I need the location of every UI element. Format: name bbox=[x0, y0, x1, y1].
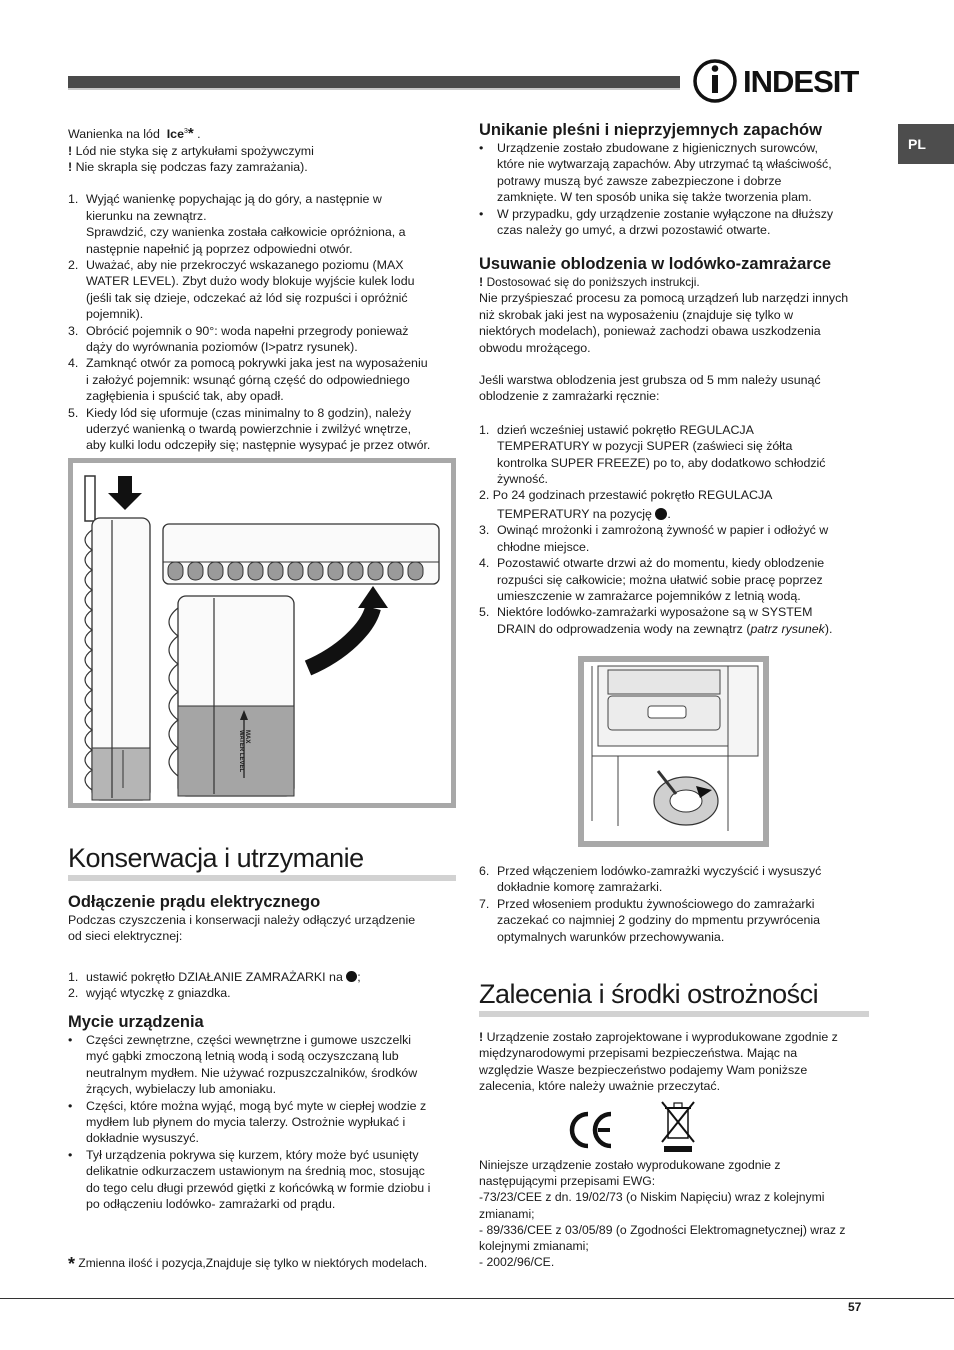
list-item: • Części zewnętrzne, części wewnętrzne i gumowe uszczelki myć gąbki zmoczoną letnią wodą i sodą oczyszczaną lub neutralnym mydłem. Nie używać rozpuszczalników, środków żrących, wybielaczy lub amoniaku. bbox=[68, 1033, 418, 1097]
subsection-title: Usuwanie oblodzenia w lodówko-zamrażarce bbox=[479, 255, 832, 273]
list-item: 3. Owinąć mrożonki i zamrożoną żywność w papier i odłożyć w chłodne miejsce. bbox=[479, 523, 829, 554]
subsection-title: Unikanie pleśni i nieprzyjemnych zapachów bbox=[479, 121, 822, 139]
regulations-text: Niniejsze urządzenie zostało wyprodukowane zgodnie z następującymi przepisami EWG: -73/23/CEE z dn. 19/02/73 (o Niskim Napięciu) wraz z kolejnymi zmianami; - 89/336/CEE z 03/05/89 (o Zgodności Elektromagnetycznej) wraz z kolejnymi zmianami; - 2002/96/CE. bbox=[479, 1158, 846, 1270]
list-item: 3. Obrócić pojemnik o 90°: woda napełni przegrody ponieważ dąży do wyrównania poziomów (I>patrz rysunek). bbox=[68, 323, 409, 354]
mould-list bbox=[479, 140, 874, 238]
disconnect-section: Odłączenie prądu elektrycznego Podczas czyszczenia i konserwacji należy odłączyć urządzenie od sieci elektrycznej: 1. ustawić pokrętło DZIAŁANIE ZAMRAŻARKI na ; 2. wyjąć wtyczkę z gniazdka. bbox=[68, 892, 460, 1002]
ice-tray-section bbox=[68, 124, 460, 454]
max-label: MAX bbox=[244, 730, 250, 744]
list-item: • Tył urządzenia pokrywa się kurzem, który może być usunięty delikatnie odkurzaczem ustawionym na średnią moc, stosując do tego celu długi przewód giętki z końcówką w formie dziobu i po odłączeniu lodówko- zamrażarki od prądu. bbox=[68, 1147, 431, 1212]
drain-figure bbox=[578, 656, 769, 847]
footer-rule bbox=[0, 1298, 954, 1299]
section-title: Zalecenia i środki ostrożności bbox=[479, 979, 819, 1009]
defrost-section: Usuwanie oblodzenia w lodówko-zamrażarce ! Dostosować się do poniższych instrukcji. Nie przyśpieszać procesu za pomocą urządzeń lub narzędzi innych niż skrobak jaki jest na wyposażeniu (znajduje się tylko w niektórych modelach), ponieważ zachodzi obawa uszkodzenia obwodu mrożącego. Jeśli warstwa oblodzenia jest grubsza od 5 mm należy usunąć oblodzenie z zamrażarki ręcznie: 1. dzień wcześniej ustawić pokrętło REGULACJA TEMPERATURY w pozycji SUPER (zaświeci się żółta kontrolka SUPER FREEZE) po to, aby dodatkowo schłodzić żywność. 2. Po 24 godzinach przestawić pokrętło REGULACJA TEMPERATURY na pozycję . 3. Owinąć mrożonki i zamrożoną żywność w papier i odłożyć w chłodne miejsce. 4. Pozostawić otwarte drzwi aż do momentu, kiedy oblodzenie rozpuści się całkowicie; można ułatwić sobie pracę poprzez umieszczenie w zamrażarce pojemników z letnią wodą. 5. Niektóre lodówko-zamrażarki wyposażone są w SYSTEM DRAIN do odprowadzenia wody na zewnątrz (patrz rysunek). bbox=[479, 254, 874, 637]
list-item: • W przypadku, gdy urządzenie zostanie wyłączone na dłuższy czas należy go umyć, a drzwi pozostawić otwarte. bbox=[479, 206, 834, 238]
disconnect-steps bbox=[68, 969, 460, 1002]
water-level-label: WATER LEVEL bbox=[238, 730, 244, 773]
language-tab: PL bbox=[898, 124, 954, 164]
list-item: 1. ustawić pokrętło DZIAŁANIE ZAMRAŻARKI na ; bbox=[68, 969, 361, 984]
indesit-logo bbox=[693, 58, 868, 104]
ice-tray-figure bbox=[68, 458, 456, 808]
list-item: • Części, które można wyjąć, mogą być myte w ciepłej wodzie z mydłem lub płynem do mycia talerzy. Ostrożnie wypłukać i dokładnie wysuszyć. bbox=[68, 1098, 427, 1146]
ice-tray-steps bbox=[68, 191, 460, 454]
list-item: 7. Przed włoseniem produktu żywnościowego do zamrażarki zaczekać co najmniej 2 godziny do mpmentu przywrócenia optymalnych warunków przechowywania. bbox=[479, 896, 821, 944]
subsection-title: Mycie urządzenia bbox=[68, 1013, 204, 1031]
defrost-final-steps bbox=[479, 863, 874, 945]
maintenance-section bbox=[68, 842, 456, 881]
list-item: 4. Zamknąć otwór za pomocą pokrywki jaka jest na wyposażeniu i założyć pojemnik: wsunąć górną część do odpowiedniego zagłębienia i spuścić tak, aby opadł. bbox=[68, 356, 428, 404]
note: ! Lód nie styka się z artykułami spożywczymi bbox=[68, 143, 314, 158]
list-item: 6. Przed włączeniem lodówko-zamrażki wyczyścić i wysuszyć dokładnie komorę zamrażarki. bbox=[479, 864, 822, 895]
page-number: 57 bbox=[848, 1300, 862, 1314]
ice-tray-title: Wanienka na lód Ice$^3$* . bbox=[68, 125, 201, 143]
black-dot-icon bbox=[655, 508, 667, 520]
header-bar bbox=[68, 76, 680, 90]
note: ! Nie skrapla się podczas fazy zamrażania). bbox=[68, 159, 308, 174]
drain-illustration bbox=[578, 656, 769, 847]
list-item: 5. Niektóre lodówko-zamrażarki wyposażone są w SYSTEM DRAIN do odprowadzenia wody na zewnątrz (patrz rysunek). bbox=[479, 605, 833, 636]
list-item: 2. Uważać, aby nie przekroczyć wskazanego poziomu (MAX WATER LEVEL). Zbyt dużo wody blokuje wyjście kulek lodu (jeśli tak się dzieje, odczekać aż lód się rozpuści i opróżnić pojemnik). bbox=[68, 257, 415, 322]
defrost-steps bbox=[479, 422, 874, 637]
black-dot-icon bbox=[346, 971, 357, 982]
safety-text: ! Urządzenie zostało zaprojektowane i wyprodukowane zgodnie z międzynarodowymi przepisami bezpieczeństwa. Mając na względzie Wasze bezpieczeństwo podajemy Wam poniższe zalecenia, które należy uważnie przeczytać. bbox=[479, 1030, 838, 1094]
weee-bin-icon bbox=[660, 1098, 696, 1154]
ice-tray-illustration bbox=[68, 458, 456, 808]
cleaning-list bbox=[68, 1032, 460, 1212]
brand-name: INDESIT bbox=[743, 64, 859, 99]
list-item: 2. Po 24 godzinach przestawić pokrętło REGULACJA TEMPERATURY na pozycję . bbox=[479, 488, 773, 521]
list-item: 1. dzień wcześniej ustawić pokrętło REGULACJA TEMPERATURY w pozycji SUPER (zaświeci się żółta kontrolka SUPER FREEZE) po to, aby dodatkowo schłodzić żywność. bbox=[479, 422, 826, 487]
safety-section bbox=[479, 978, 869, 1017]
footnote: * Zmienna ilość i pozycja,Znajduje się tylko w niektórych modelach. bbox=[68, 1254, 428, 1274]
ce-mark-icon bbox=[568, 1108, 616, 1152]
list-item: 5. Kiedy lód się uformuje (czas minimalny to 8 godzin), należy uderzyć wanienką o twardą powierzchnie i zwilżyć wnętrze, aby kulki lodu odczepiły się; następnie wysypać je przez otwór. bbox=[68, 405, 431, 453]
mould-section bbox=[479, 120, 874, 238]
list-item: 4. Pozostawić otwarte drzwi aż do momentu, kiedy oblodzenie rozpuści się całkowicie; można ułatwić sobie pracę poprzez umieszczenie w zamrażarce pojemników z letnią wodą. bbox=[479, 556, 825, 603]
list-item: • Urządzenie zostało zbudowane z higienicznych surowców, które nie wytwarzają zapachów. Aby utrzymać tą właściwość, potrawy muszą być zawsze zabezpieczone i dobrze zamknięte. W ten sposób unika się także tworzenia plam. bbox=[479, 141, 832, 205]
cleaning-section bbox=[68, 1012, 460, 1212]
section-rule bbox=[68, 875, 456, 881]
section-rule bbox=[479, 1011, 869, 1017]
list-item: 2. wyjąć wtyczkę z gniazdka. bbox=[68, 986, 231, 1001]
section-title: Konserwacja i utrzymanie bbox=[68, 843, 364, 873]
list-item: 1. Wyjąć wanienkę popychając ją do góry, a następnie w kierunku na zewnątrz. Sprawdzić, czy wanienka została całkowicie opróżniona, a następnie napełnić ją poprzez odpowiedni otwór. bbox=[68, 192, 406, 256]
subsection-title: Odłączenie prądu elektrycznego bbox=[68, 893, 321, 911]
